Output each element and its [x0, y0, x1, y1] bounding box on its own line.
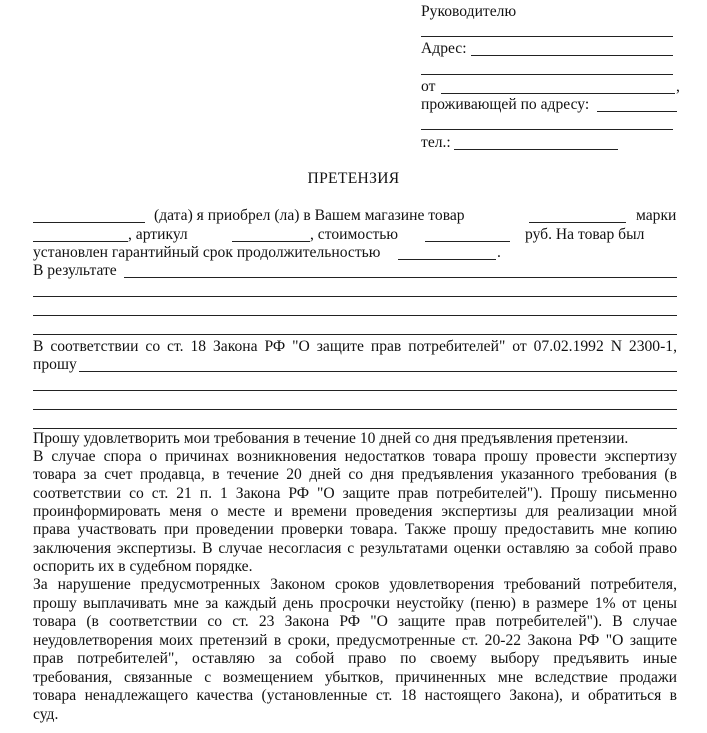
- date-blank-line: [33, 222, 145, 223]
- result-blank-line-3: [33, 315, 677, 316]
- phone-blank-line: [454, 149, 618, 150]
- address-label: Адрес:: [421, 40, 467, 57]
- article-blank-line: [232, 241, 310, 242]
- currency-label: руб. На товар был: [525, 226, 645, 243]
- result-blank-line: [124, 277, 677, 278]
- result-blank-line-2: [33, 296, 677, 297]
- penalty-line: товара (в соответствии со ст. 23 Закона РФ "О защите прав потребителей"). В случае: [33, 613, 677, 630]
- document-title: ПРЕТЕНЗИЯ: [307, 170, 400, 187]
- demand-paragraph: Прошу удовлетворить мои требования в течение 10 дней со дня предъявления претензии.: [33, 430, 629, 447]
- expertise-line: В случае спора о причинах возникновения недостатков товара прошу провести экспертизу: [33, 448, 677, 465]
- from-blank-line: [441, 93, 675, 94]
- warranty-label: установлен гарантийный срок продолжительностью: [33, 244, 381, 261]
- address-blank-line-2: [421, 74, 673, 75]
- brand-blank-line: [33, 241, 128, 242]
- ask-label: прошу: [33, 356, 77, 373]
- from-label: от: [421, 78, 436, 95]
- price-blank-line: [425, 241, 510, 242]
- result-blank-line-4: [33, 334, 677, 335]
- ask-blank-line-4: [33, 428, 677, 429]
- penalty-line: требования, связанные с возмещением убытков, причиненных мне вследствие продажи: [33, 669, 677, 686]
- from-comma: ,: [676, 78, 680, 95]
- expertise-line: проинформировать меня о месте и времени проведения экспертизы для реализации мной: [33, 503, 677, 520]
- penalty-line: неудовлетворения моих претензий в сроки, предусмотренные ст. 20-22 Закона РФ "О защите: [33, 632, 677, 649]
- law-reference: В соответствии со ст. 18 Закона РФ "О защите прав потребителей" от 07.02.1992 N 2300-1,: [33, 338, 677, 355]
- penalty-line-last: суд.: [33, 706, 59, 723]
- expertise-line-last: оспорить их в судебном порядке.: [33, 558, 253, 575]
- article-label: , артикул: [128, 226, 188, 243]
- expertise-line: соответствии со ст. 21 п. 1 Закона РФ "О защите прав потребителей"). Прошу письменно: [33, 485, 677, 502]
- penalty-line: прав потребителей", оставляю за собой право по своему выбору предъявить иные: [33, 650, 677, 667]
- residing-label: проживающей по адресу:: [421, 96, 590, 113]
- penalty-line: прошу выплачивать мне за каждый день просрочки неустойку (пеню) в размере 1% от цены: [33, 595, 677, 612]
- expertise-line: заключения экспертизы. В случае несогласия с результатами оценки оставляю за собой право: [33, 540, 677, 557]
- recipient-blank-line: [421, 36, 673, 37]
- warranty-blank-line: [398, 259, 496, 260]
- expertise-line: права участвовать при проведении проверки товара. Также прошу предоставить мне копию: [33, 521, 677, 538]
- brand-label: марки: [636, 207, 677, 224]
- result-label: В результате: [33, 262, 117, 279]
- ask-blank-line-3: [33, 409, 677, 410]
- penalty-line: За нарушение предусмотренных Законом сроков удовлетворения требований потребителя,: [33, 576, 677, 593]
- warranty-period: .: [497, 244, 501, 261]
- product-blank-line: [529, 222, 626, 223]
- residing-blank-line: [597, 111, 677, 112]
- penalty-line: товара ненадлежащего качества (установленные ст. 18 настоящего Закона), и обратиться в: [33, 687, 677, 704]
- address-blank-line: [471, 55, 673, 56]
- price-label: , стоимостью: [310, 226, 399, 243]
- phone-label: тел.:: [421, 134, 451, 151]
- recipient-label: Руководителю: [421, 3, 517, 20]
- expertise-line: товара за счет продавца, в течение 20 дней со дня предъявления указанного требования (в: [33, 466, 677, 483]
- ask-blank-line-2: [33, 390, 677, 391]
- residing-blank-line-2: [421, 129, 673, 130]
- purchase-text-1: (дата) я приобрел (ла) в Вашем магазине товар: [154, 207, 465, 224]
- ask-blank-line: [79, 371, 677, 372]
